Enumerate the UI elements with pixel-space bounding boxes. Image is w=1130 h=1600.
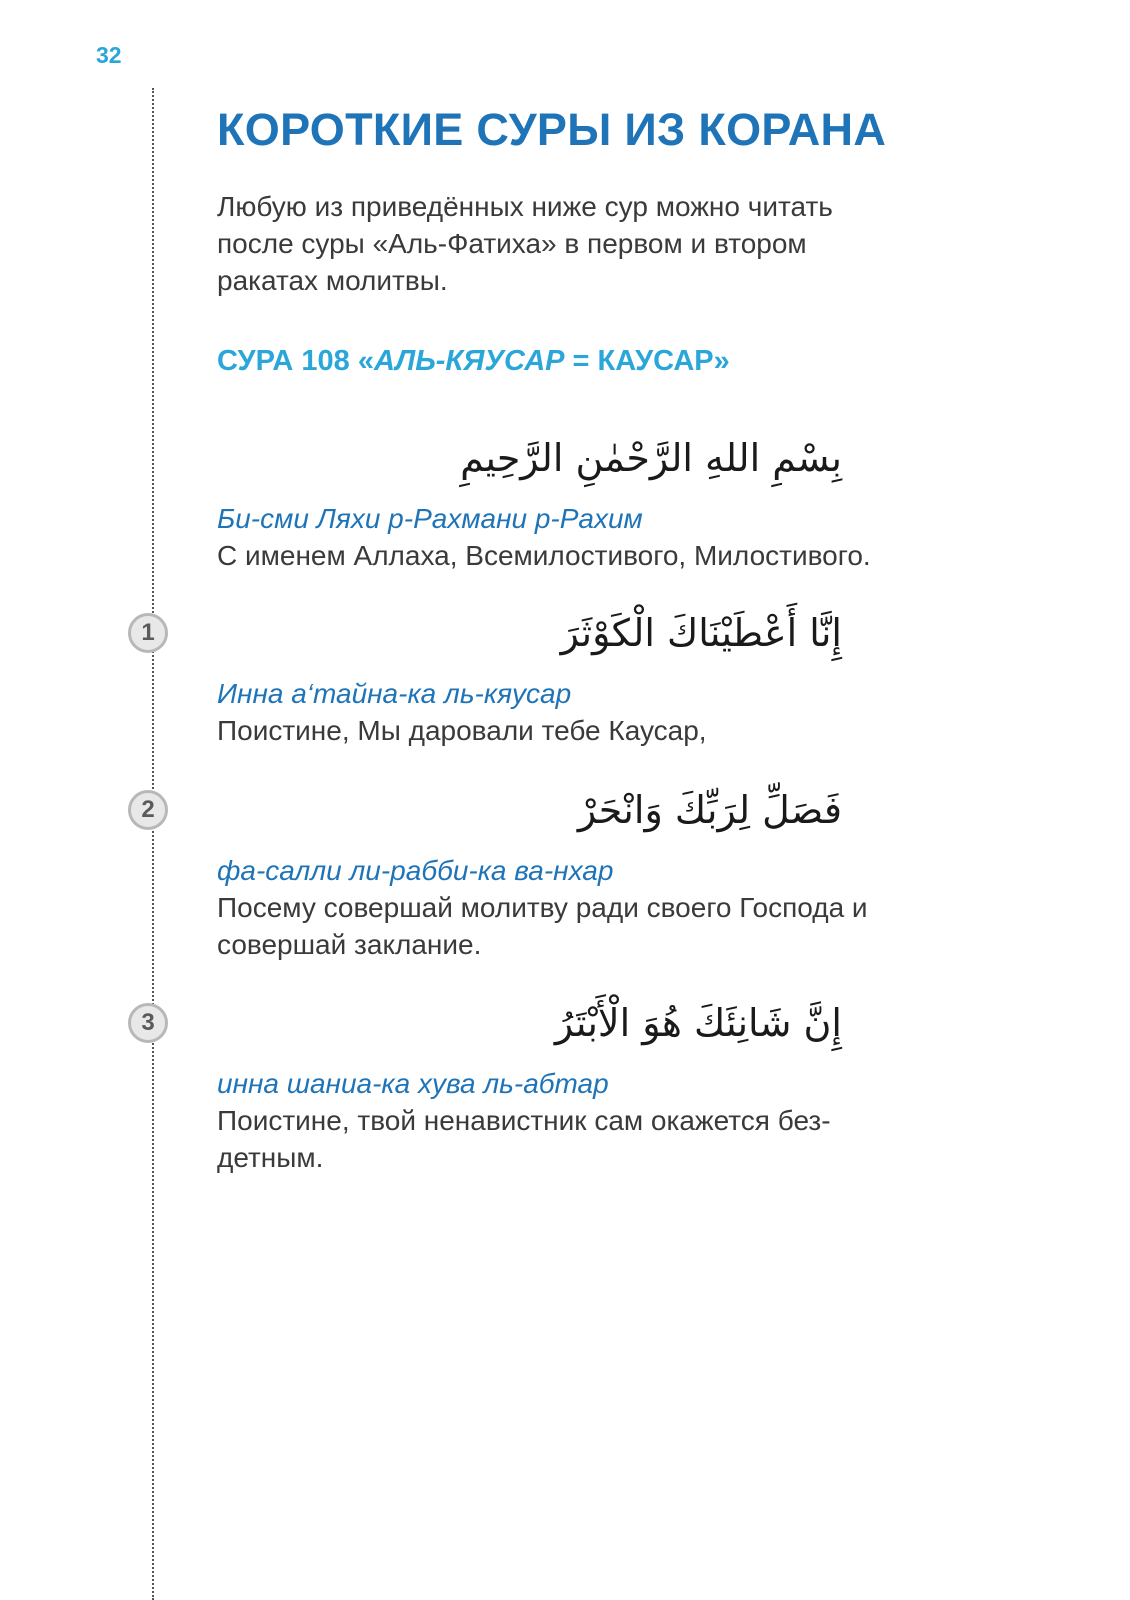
translation: Поистине, твой ненавистник сам окажется без-детным. — [217, 1105, 831, 1173]
page-title: КОРОТКИЕ СУРЫ ИЗ КОРАНА — [217, 104, 887, 155]
page-number: 32 — [96, 42, 122, 68]
transliteration: инна шаниа-ка хува ль-абтар — [217, 1068, 609, 1099]
arabic-text: إِنَّا أَعْطَيْنَاكَ الْكَوْثَرَ — [560, 611, 842, 655]
basmala-block — [217, 427, 877, 574]
surah-heading — [217, 345, 730, 378]
dotted-guide-line — [152, 88, 154, 1600]
verse-block-2 — [217, 779, 877, 963]
arabic-text: بِسْمِ اللهِ الرَّحْمٰنِ الرَّحِيمِ — [460, 436, 842, 480]
surah-heading-suffix: = КАУСАР» — [564, 345, 730, 377]
arabic-text: إِنَّ شَانِئَكَ هُوَ الْأَبْتَرُ — [554, 1001, 842, 1045]
verse-number-badge: 1 — [128, 613, 168, 653]
intro-paragraph: Любую из приведённых ниже сур можно читать после суры «Аль-Фатиха» в первом и втором ракатах молитвы. — [217, 191, 833, 296]
surah-heading-prefix: СУРА 108 « — [217, 345, 374, 377]
verse-number-badge: 2 — [128, 790, 168, 830]
surah-heading-italic: АЛЬ-КЯУСАР — [373, 345, 565, 377]
translation: Посему совершай молитву ради своего Господа и совершай заклание. — [217, 892, 868, 960]
translation: С именем Аллаха, Всемилостивого, Милостивого. — [217, 540, 871, 571]
transliteration: фа-салли ли-рабби-ка ва-нхар — [217, 855, 614, 886]
translation: Поистине, Мы даровали тебе Каусар, — [217, 715, 707, 746]
verse-block-3 — [217, 992, 877, 1176]
verse-block-1 — [217, 602, 877, 749]
verse-number-badge: 3 — [128, 1003, 168, 1043]
transliteration: Инна а‘тайна-ка ль-кяусар — [217, 678, 572, 709]
transliteration: Би-сми Ляхи р-Рахмани р-Рахим — [217, 503, 643, 534]
arabic-text: فَصَلِّ لِرَبِّكَ وَانْحَرْ — [577, 788, 842, 832]
